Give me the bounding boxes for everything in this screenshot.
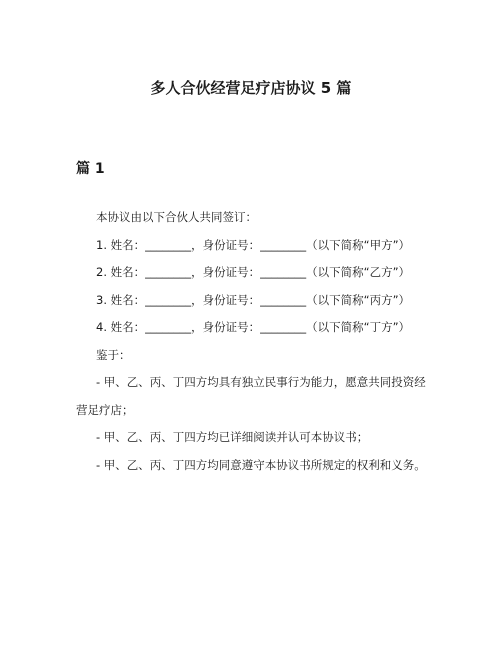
intro-paragraph: 本协议由以下合伙人共同签订： bbox=[96, 210, 257, 224]
whereas-item-3: - 甲、乙、丙、丁四方均同意遵守本协议书所规定的权利和义务。 bbox=[96, 457, 426, 472]
partner-line-2: 2. 姓名：________，身份证号：________（以下简称“乙方”） bbox=[96, 265, 411, 279]
partner-line-1: 1. 姓名：________，身份证号：________（以下简称“甲方”） bbox=[96, 237, 411, 252]
partner-line-3: 3. 姓名：________，身份证号：________（以下简称“丙方”） bbox=[96, 292, 411, 307]
whereas-heading: 鉴于： bbox=[96, 347, 131, 362]
section-heading: 篇 1 bbox=[76, 161, 105, 177]
document-title: 多人合伙经营足疗店协议 5 篇 bbox=[150, 79, 352, 97]
whereas-item-2: - 甲、乙、丙、丁四方均已详细阅读并认可本协议书； bbox=[96, 430, 369, 444]
partner-line-4: 4. 姓名：________，身份证号：________（以下简称“丁方”） bbox=[96, 320, 411, 334]
whereas-item-1: - 甲、乙、丙、丁四方均具有独立民事行为能力，愿意共同投资经营足疗店； bbox=[76, 375, 426, 417]
document-body bbox=[76, 204, 436, 479]
